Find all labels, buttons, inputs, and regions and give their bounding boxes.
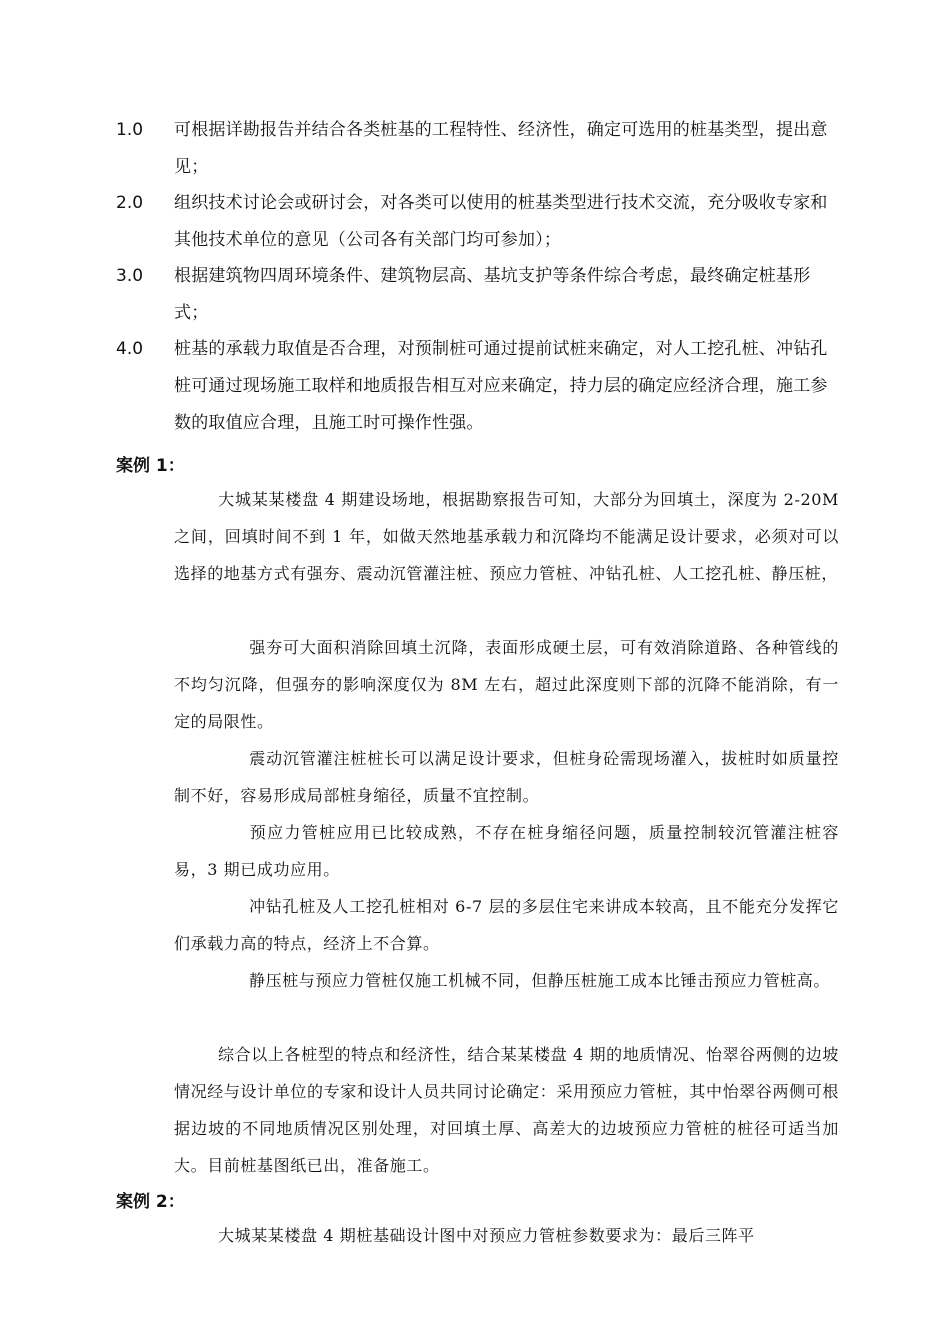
item-text: 组织技术讨论会或研讨会，对各类可以使用的桩基类型进行技术交流，充分吸收专家和其他技术单位的意见（公司各有关部门均可参加）； bbox=[174, 193, 828, 250]
item-number: 4.0 bbox=[116, 339, 144, 359]
case1-paragraph bbox=[174, 814, 839, 888]
paragraph-text: 预应力管桩应用已比较成熟，不存在桩身缩径问题，质量控制较沉管灌注桩容易，3 期已成功应用。 bbox=[174, 823, 839, 879]
paragraph-text: 强夯可大面积消除回填土沉降，表面形成硬土层，可有效消除道路、各种管线的不均匀沉降，但强夯的影响深度仅为 8M 左右，超过此深度则下部的沉降不能消除，有一定的局限性。 bbox=[174, 638, 839, 731]
list-item bbox=[0, 112, 950, 185]
list-item bbox=[0, 331, 950, 441]
item-number: 3.0 bbox=[116, 266, 144, 286]
item-text: 桩基的承载力取值是否合理，对预制桩可通过提前试桩来确定，对人工挖孔桩、冲钻孔桩可通过现场施工取样和地质报告相互对应来确定，持力层的确定应经济合理，施工参数的取值应合理，且施工时可操作性强。 bbox=[174, 339, 828, 433]
paragraph-text: 综合以上各桩型的特点和经济性，结合某某楼盘 4 期的地质情况、怡翠谷两侧的边坡情况经与设计单位的专家和设计人员共同讨论确定：采用预应力管桩，其中怡翠谷两侧可根据边坡的不同地质情况区别处理，对回填土厚、高差大的边坡预应力管桩的桩径可适当加大。目前桩基图纸已出，准备施工。 bbox=[174, 1045, 839, 1175]
case2-heading: 案例 2： bbox=[116, 1192, 185, 1212]
case1-paragraph bbox=[174, 481, 839, 592]
item-text: 可根据详勘报告并结合各类桩基的工程特性、经济性，确定可选用的桩基类型，提出意见； bbox=[174, 120, 828, 177]
item-text: 根据建筑物四周环境条件、建筑物层高、基坑支护等条件综合考虑，最终确定桩基形式； bbox=[174, 266, 811, 323]
paragraph-text: 震动沉管灌注桩桩长可以满足设计要求，但桩身砼需现场灌入，拔桩时如质量控制不好，容易形成局部桩身缩径，质量不宜控制。 bbox=[174, 749, 839, 805]
paragraph-text: 大城某某楼盘 4 期建设场地，根据勘察报告可知，大部分为回填土，深度为 2-20M 之间，回填时间不到 1 年，如做天然地基承载力和沉降均不能满足设计要求，必须对可以选择的地基方式有强夯、震动沉管灌注桩、预应力管桩、冲钻孔桩、人工挖孔桩、静压桩， bbox=[174, 490, 839, 583]
case2-paragraph bbox=[174, 1217, 839, 1254]
paragraph-text: 冲钻孔桩及人工挖孔桩相对 6-7 层的多层住宅来讲成本较高，且不能充分发挥它们承载力高的特点，经济上不合算。 bbox=[174, 897, 839, 953]
numbered-list bbox=[0, 112, 950, 441]
case1-paragraph bbox=[174, 740, 839, 814]
case1-paragraph bbox=[174, 962, 839, 999]
paragraph-text: 大城某某楼盘 4 期桩基础设计图中对预应力管桩参数要求为：最后三阵平 bbox=[218, 1226, 755, 1245]
case1-paragraph bbox=[174, 1036, 839, 1184]
paragraph-text: 静压桩与预应力管桩仅施工机械不同，但静压桩施工成本比锤击预应力管桩高。 bbox=[249, 971, 831, 990]
case1-paragraph bbox=[174, 888, 839, 962]
item-number: 1.0 bbox=[116, 120, 144, 140]
list-item bbox=[0, 258, 950, 331]
list-item bbox=[0, 185, 950, 258]
item-number: 2.0 bbox=[116, 193, 144, 213]
case1-heading: 案例 1： bbox=[116, 456, 185, 476]
case1-paragraph bbox=[174, 629, 839, 740]
